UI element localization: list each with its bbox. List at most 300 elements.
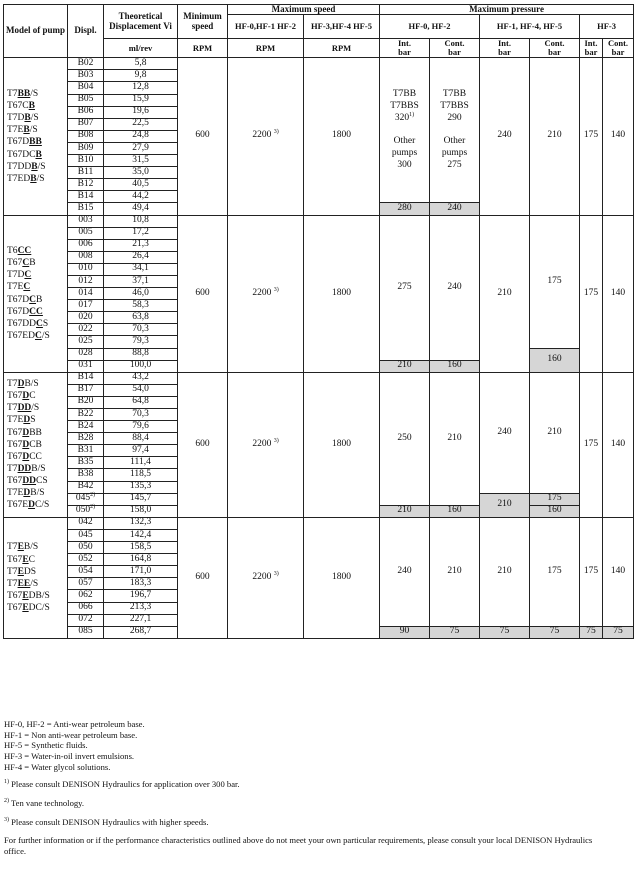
cell-value: 005 bbox=[78, 227, 93, 238]
pressure-hf02-int-last: 210 bbox=[380, 505, 430, 517]
theoretical-displacement-cell: 40,5 bbox=[104, 179, 178, 191]
model-part: T67 bbox=[7, 427, 23, 438]
pressure-hf02-cont-last: 160 bbox=[430, 360, 480, 372]
model-part: T67 bbox=[7, 439, 23, 450]
model-part: T67 bbox=[7, 603, 23, 614]
pressure-hf02-int-last: 280 bbox=[380, 203, 430, 215]
theoretical-displacement-cell: 58,3 bbox=[104, 300, 178, 312]
model-part: T7 bbox=[7, 403, 18, 414]
pressure-line bbox=[432, 101, 477, 113]
displ-cell bbox=[68, 203, 104, 215]
theoretical-displacement-cell: 164,8 bbox=[104, 554, 178, 566]
cell-value: B08 bbox=[77, 130, 94, 141]
model-part: D bbox=[17, 378, 25, 389]
theoretical-displacement-cell: 44,2 bbox=[104, 191, 178, 203]
pressure-hf145-cont-last: 160 bbox=[530, 505, 580, 517]
model-part: S bbox=[30, 415, 36, 426]
cell-value: 003 bbox=[78, 215, 93, 226]
footnote-mark: 3) bbox=[273, 129, 279, 136]
footnote-mark: 2) bbox=[4, 798, 9, 805]
label-int-hf145: Int. bar bbox=[480, 39, 530, 58]
model-name bbox=[7, 173, 65, 185]
model-part: EE bbox=[17, 578, 31, 589]
pressure-hf145-int: 210 bbox=[480, 517, 530, 626]
cell-value: 050 bbox=[78, 541, 93, 552]
model-part: T67D bbox=[7, 294, 30, 305]
model-part: E bbox=[22, 590, 29, 601]
pressure-hf3-int: 175 bbox=[580, 517, 603, 626]
model-name bbox=[7, 427, 65, 439]
header-model: Model of pump bbox=[4, 5, 68, 58]
cell-value: 042 bbox=[78, 517, 93, 528]
pressure-line bbox=[432, 124, 477, 136]
displ-cell bbox=[68, 554, 104, 566]
footnote-text: Please consult DENISON Hydraulics with higher speeds. bbox=[11, 816, 209, 827]
max-speed-hf012-cell bbox=[228, 58, 304, 215]
displ-cell bbox=[68, 433, 104, 445]
model-part: T67 bbox=[7, 451, 23, 462]
pressure-hf02-int-last: 210 bbox=[380, 360, 430, 372]
performance-table bbox=[3, 4, 634, 639]
cell-value: 057 bbox=[78, 577, 93, 588]
displ-cell bbox=[68, 312, 104, 324]
cell-value: B04 bbox=[77, 82, 94, 93]
displ-cell bbox=[68, 70, 104, 82]
displ-cell bbox=[68, 348, 104, 360]
displ-cell bbox=[68, 275, 104, 287]
model-part: B bbox=[28, 100, 35, 111]
pressure-hf02-cont bbox=[430, 58, 480, 203]
model-part: DC/S bbox=[28, 603, 50, 614]
model-part: DD bbox=[17, 464, 32, 475]
cell-value: 2200 bbox=[252, 130, 272, 141]
max-speed-hf345-cell: 1800 bbox=[304, 215, 380, 372]
label-cont-hf3: Cont. bar bbox=[603, 39, 634, 58]
theoretical-displacement-cell: 111,4 bbox=[104, 457, 178, 469]
model-name bbox=[7, 88, 65, 100]
model-part: /S bbox=[30, 578, 39, 589]
model-part: B bbox=[29, 258, 36, 269]
displ-cell bbox=[68, 614, 104, 626]
model-part: T7D bbox=[7, 270, 25, 281]
notes-section bbox=[4, 719, 604, 857]
header-maximum-pressure: Maximum pressure bbox=[380, 5, 634, 15]
pressure-hf145-cont: 210 bbox=[530, 372, 580, 493]
fluid-legend-item: HF-4 = Water glycol solutions. bbox=[4, 761, 111, 772]
model-name bbox=[7, 390, 65, 402]
footnote bbox=[4, 779, 604, 790]
theoretical-displacement-cell: 19,6 bbox=[104, 106, 178, 118]
model-part: /S bbox=[30, 88, 39, 99]
model-part: CC bbox=[29, 306, 43, 317]
displ-cell bbox=[68, 396, 104, 408]
model-part: D bbox=[23, 488, 31, 499]
pressure-hf02-int: 240 bbox=[380, 517, 430, 626]
theoretical-displacement-cell: 145,7 bbox=[104, 493, 178, 505]
displ-cell bbox=[68, 590, 104, 602]
model-part: T7 bbox=[7, 566, 18, 577]
pressure-hf3-int: 175 bbox=[580, 215, 603, 372]
model-part: D bbox=[23, 415, 31, 426]
model-name bbox=[7, 306, 65, 318]
header-theoretical-displacement: Theoretical Displacement Vi bbox=[104, 5, 178, 39]
footnote-mark: 3) bbox=[273, 286, 279, 293]
theoretical-displacement-cell: 213,3 bbox=[104, 602, 178, 614]
cell-value: 022 bbox=[78, 323, 93, 334]
displ-cell bbox=[68, 58, 104, 70]
displ-cell bbox=[68, 529, 104, 541]
model-part: T7E bbox=[7, 282, 24, 293]
model-part: B/S bbox=[31, 464, 46, 475]
header-displ: Displ. bbox=[68, 5, 104, 58]
theoretical-displacement-cell: 100,0 bbox=[104, 360, 178, 372]
cell-value: B07 bbox=[77, 118, 94, 129]
model-part: T67E bbox=[7, 500, 29, 511]
model-name bbox=[7, 257, 65, 269]
pressure-hf02-cont: 210 bbox=[430, 372, 480, 505]
cell-value: 050 bbox=[75, 505, 91, 516]
model-part: D bbox=[22, 427, 30, 438]
label-int-hf02: Int. bar bbox=[380, 39, 430, 58]
theoretical-displacement-cell: 118,5 bbox=[104, 469, 178, 481]
cell-value: T7BBS bbox=[440, 100, 469, 111]
pressure-hf02-int: 250 bbox=[380, 372, 430, 505]
theoretical-displacement-cell: 88,8 bbox=[104, 348, 178, 360]
cell-value: B14 bbox=[77, 190, 94, 201]
model-name bbox=[7, 281, 65, 293]
model-part: D bbox=[22, 451, 30, 462]
footnote bbox=[4, 817, 604, 828]
displ-cell bbox=[68, 505, 104, 517]
footnote-mark: 1) bbox=[409, 111, 415, 118]
model-name bbox=[7, 294, 65, 306]
cell-value: B09 bbox=[77, 142, 94, 153]
header-hf012: HF-0,HF-1 HF-2 bbox=[228, 15, 304, 39]
model-part: T67 bbox=[7, 554, 23, 565]
model-part: B bbox=[23, 125, 30, 136]
cell-value: B14 bbox=[77, 372, 94, 383]
model-part: T67DC bbox=[7, 149, 36, 160]
pressure-line bbox=[382, 101, 427, 113]
pressure-hf02-cont-last: 160 bbox=[430, 505, 480, 517]
header-pressure-hf02: HF-0, HF-2 bbox=[380, 15, 480, 39]
model-part: T6 bbox=[7, 245, 18, 256]
cell-value: B06 bbox=[77, 106, 94, 117]
cell-value: T7BB bbox=[442, 88, 467, 99]
pressure-line bbox=[382, 124, 427, 136]
pressure-hf02-cont: 210 bbox=[430, 517, 480, 626]
cell-value: 2200 bbox=[252, 438, 272, 449]
displ-cell bbox=[68, 457, 104, 469]
cell-value: B42 bbox=[77, 481, 94, 492]
label-int-hf3: Int. bar bbox=[580, 39, 603, 58]
model-part: /S bbox=[36, 173, 45, 184]
unit-rpm-1: RPM bbox=[228, 39, 304, 58]
model-part: E bbox=[17, 542, 24, 553]
pressure-line bbox=[432, 89, 477, 101]
displ-cell bbox=[68, 360, 104, 372]
cell-value: B31 bbox=[77, 444, 94, 455]
theoretical-displacement-cell: 37,1 bbox=[104, 275, 178, 287]
model-part: T67D bbox=[7, 137, 30, 148]
pressure-hf145-cont: 175 bbox=[530, 215, 580, 348]
footnote-mark: 3) bbox=[273, 437, 279, 444]
pressure-hf02-cont-last: 240 bbox=[430, 203, 480, 215]
max-speed-hf345-cell: 1800 bbox=[304, 58, 380, 215]
theoretical-displacement-cell: 158,0 bbox=[104, 505, 178, 517]
model-name bbox=[7, 451, 65, 463]
footnote-mark: 3) bbox=[273, 570, 279, 577]
theoretical-displacement-cell: 22,5 bbox=[104, 118, 178, 130]
max-speed-hf345-cell: 1800 bbox=[304, 517, 380, 638]
theoretical-displacement-cell: 132,3 bbox=[104, 517, 178, 529]
model-part: B bbox=[35, 149, 42, 160]
cell-value: B17 bbox=[77, 384, 94, 395]
model-name bbox=[7, 269, 65, 281]
model-name bbox=[7, 541, 65, 553]
model-part: T7DD bbox=[7, 161, 32, 172]
displ-cell bbox=[68, 155, 104, 167]
pressure-hf3-int: 175 bbox=[580, 372, 603, 517]
model-part: T67 bbox=[7, 476, 23, 487]
model-name bbox=[7, 578, 65, 590]
footnote-mark: 3) bbox=[4, 816, 9, 823]
fluid-legend-item: HF-1 = Non anti-wear petroleum base. bbox=[4, 729, 138, 740]
cell-value: pumps bbox=[391, 148, 418, 159]
pressure-line bbox=[432, 160, 477, 172]
pressure-hf145-int: 210 bbox=[480, 215, 530, 372]
pressure-line bbox=[382, 160, 427, 172]
theoretical-displacement-cell: 43,2 bbox=[104, 372, 178, 384]
pressure-hf02-int bbox=[380, 58, 430, 203]
displ-cell bbox=[68, 118, 104, 130]
pressure-last-row-cell: 75 bbox=[480, 626, 530, 638]
pressure-hf3-int: 175 bbox=[580, 58, 603, 215]
min-speed-cell: 600 bbox=[178, 372, 228, 517]
model-name bbox=[7, 378, 65, 390]
theoretical-displacement-cell: 142,4 bbox=[104, 529, 178, 541]
cell-value: 020 bbox=[78, 311, 93, 322]
model-part: T67C bbox=[7, 100, 29, 111]
cell-value: B38 bbox=[77, 469, 94, 480]
theoretical-displacement-cell: 12,8 bbox=[104, 82, 178, 94]
model-name bbox=[7, 136, 65, 148]
table-row bbox=[4, 372, 634, 384]
pressure-line bbox=[382, 89, 427, 101]
model-part: C bbox=[28, 554, 35, 565]
cell-value: B20 bbox=[77, 396, 94, 407]
model-part: /S bbox=[37, 161, 46, 172]
model-part: C bbox=[29, 294, 37, 305]
displ-cell bbox=[68, 82, 104, 94]
theoretical-displacement-cell: 31,5 bbox=[104, 155, 178, 167]
theoretical-displacement-cell: 10,8 bbox=[104, 215, 178, 227]
displ-cell bbox=[68, 481, 104, 493]
theoretical-displacement-cell: 15,9 bbox=[104, 94, 178, 106]
cell-value: B15 bbox=[77, 202, 94, 213]
displ-cell bbox=[68, 251, 104, 263]
label-cont-hf02: Cont. bar bbox=[430, 39, 480, 58]
cell-value: 010 bbox=[78, 263, 93, 274]
fluid-legend-item: HF-3 = Water-in-oil invert emulsions. bbox=[4, 750, 135, 761]
cell-value: B11 bbox=[77, 166, 94, 177]
model-part: B bbox=[36, 294, 43, 305]
model-part: T7 bbox=[7, 378, 18, 389]
theoretical-displacement-cell: 49,4 bbox=[104, 203, 178, 215]
displ-cell bbox=[68, 324, 104, 336]
theoretical-displacement-cell: 268,7 bbox=[104, 626, 178, 638]
model-part: T7ED bbox=[7, 173, 31, 184]
unit-min-speed: RPM bbox=[178, 39, 228, 58]
model-name bbox=[7, 554, 65, 566]
model-part: B/S bbox=[30, 488, 45, 499]
max-speed-hf012-cell bbox=[228, 372, 304, 517]
model-part: T7D bbox=[7, 113, 25, 124]
pressure-hf145-cont: 210 bbox=[530, 58, 580, 215]
model-name bbox=[7, 475, 65, 487]
theoretical-displacement-cell: 171,0 bbox=[104, 566, 178, 578]
model-part: T67 bbox=[7, 391, 23, 402]
pressure-hf3-cont: 140 bbox=[603, 58, 634, 215]
model-part: C/S bbox=[34, 500, 50, 511]
model-part: D bbox=[22, 391, 30, 402]
pressure-last-row-cell: 90 bbox=[380, 626, 430, 638]
pressure-last-row-cell: 75 bbox=[430, 626, 480, 638]
footnote-mark: 2) bbox=[90, 492, 96, 499]
pressure-line bbox=[382, 113, 427, 125]
model-part: C bbox=[24, 270, 32, 281]
theoretical-displacement-cell: 63,8 bbox=[104, 312, 178, 324]
theoretical-displacement-cell: 70,3 bbox=[104, 409, 178, 421]
model-part: E bbox=[22, 603, 29, 614]
model-part: DS bbox=[23, 566, 37, 577]
model-part: T7 bbox=[7, 542, 18, 553]
table-body bbox=[4, 58, 634, 639]
model-part: B/S bbox=[23, 542, 39, 553]
displ-cell bbox=[68, 179, 104, 191]
label-cont-hf145: Cont. bar bbox=[530, 39, 580, 58]
model-list bbox=[4, 58, 68, 215]
displ-cell bbox=[68, 227, 104, 239]
header-minimum-speed: Minimum speed bbox=[178, 5, 228, 39]
model-part: S bbox=[42, 318, 49, 329]
displ-cell bbox=[68, 384, 104, 396]
displ-cell bbox=[68, 517, 104, 529]
cell-value: B24 bbox=[77, 420, 94, 431]
cell-value: B12 bbox=[77, 178, 94, 189]
model-part: T7E bbox=[7, 488, 24, 499]
fluid-legend-item: HF-0, HF-2 = Anti-wear petroleum base. bbox=[4, 719, 145, 729]
model-name bbox=[7, 463, 65, 475]
theoretical-displacement-cell: 24,8 bbox=[104, 130, 178, 142]
displ-cell bbox=[68, 300, 104, 312]
pressure-line bbox=[432, 136, 477, 148]
model-part: T7E bbox=[7, 415, 24, 426]
model-name bbox=[7, 590, 65, 602]
model-name bbox=[7, 318, 65, 330]
model-part: BB bbox=[17, 88, 31, 99]
cell-value: 054 bbox=[78, 565, 93, 576]
theoretical-displacement-cell: 70,3 bbox=[104, 324, 178, 336]
theoretical-displacement-cell: 9,8 bbox=[104, 70, 178, 82]
displ-cell bbox=[68, 130, 104, 142]
model-name bbox=[7, 161, 65, 173]
footnotes bbox=[4, 779, 604, 827]
model-part: CB bbox=[29, 439, 42, 450]
footnote-mark: 1) bbox=[4, 779, 9, 786]
theoretical-displacement-cell: 34,1 bbox=[104, 263, 178, 275]
model-part: D bbox=[28, 500, 35, 511]
min-speed-cell: 600 bbox=[178, 215, 228, 372]
model-name bbox=[7, 112, 65, 124]
footnote-mark: 2) bbox=[90, 504, 96, 511]
cell-value: B35 bbox=[77, 456, 94, 467]
displ-cell bbox=[68, 602, 104, 614]
model-part: C bbox=[29, 391, 36, 402]
displ-cell bbox=[68, 469, 104, 481]
model-part: D bbox=[22, 439, 30, 450]
cell-value: 031 bbox=[78, 360, 93, 371]
model-part: T67DD bbox=[7, 318, 37, 329]
cell-value: 320 bbox=[394, 112, 410, 123]
header-maximum-speed: Maximum speed bbox=[228, 5, 380, 15]
displ-cell bbox=[68, 142, 104, 154]
cell-value: B03 bbox=[77, 69, 94, 80]
cell-value: 085 bbox=[78, 626, 93, 637]
theoretical-displacement-cell: 27,9 bbox=[104, 142, 178, 154]
cell-value: 045 bbox=[78, 529, 93, 540]
model-name bbox=[7, 100, 65, 112]
model-part: C bbox=[22, 258, 30, 269]
model-part: BB bbox=[29, 137, 42, 148]
theoretical-displacement-cell: 135,3 bbox=[104, 481, 178, 493]
cell-value: 072 bbox=[78, 614, 93, 625]
displ-cell bbox=[68, 263, 104, 275]
cell-value: 2200 bbox=[252, 571, 272, 582]
displ-cell bbox=[68, 106, 104, 118]
model-part: T7E bbox=[7, 125, 24, 136]
model-name bbox=[7, 414, 65, 426]
theoretical-displacement-cell: 183,3 bbox=[104, 578, 178, 590]
cell-value: Other bbox=[393, 136, 416, 147]
cell-value: 066 bbox=[78, 602, 93, 613]
model-part: B bbox=[30, 173, 37, 184]
pressure-hf02-int: 275 bbox=[380, 215, 430, 360]
fluid-legend-item: HF-5 = Synthetic fluids. bbox=[4, 740, 88, 751]
theoretical-displacement-cell: 79,3 bbox=[104, 336, 178, 348]
pressure-hf145-cont-last: 160 bbox=[530, 348, 580, 372]
model-name bbox=[7, 402, 65, 414]
model-part: T7 bbox=[7, 578, 18, 589]
model-name bbox=[7, 487, 65, 499]
table-row bbox=[4, 517, 634, 529]
displ-cell bbox=[68, 288, 104, 300]
model-part: T67 bbox=[7, 590, 23, 601]
model-part: CS bbox=[36, 476, 48, 487]
unit-theo: ml/rev bbox=[104, 39, 178, 58]
displ-cell bbox=[68, 626, 104, 638]
theoretical-displacement-cell: 17,2 bbox=[104, 227, 178, 239]
footnote bbox=[4, 798, 604, 809]
model-name bbox=[7, 566, 65, 578]
model-part: C bbox=[36, 318, 43, 329]
min-speed-cell: 600 bbox=[178, 517, 228, 638]
cell-value: 025 bbox=[78, 336, 93, 346]
displ-cell bbox=[68, 542, 104, 554]
max-speed-hf012-cell bbox=[228, 517, 304, 638]
theoretical-displacement-cell: 158,5 bbox=[104, 542, 178, 554]
max-speed-hf345-cell: 1800 bbox=[304, 372, 380, 517]
